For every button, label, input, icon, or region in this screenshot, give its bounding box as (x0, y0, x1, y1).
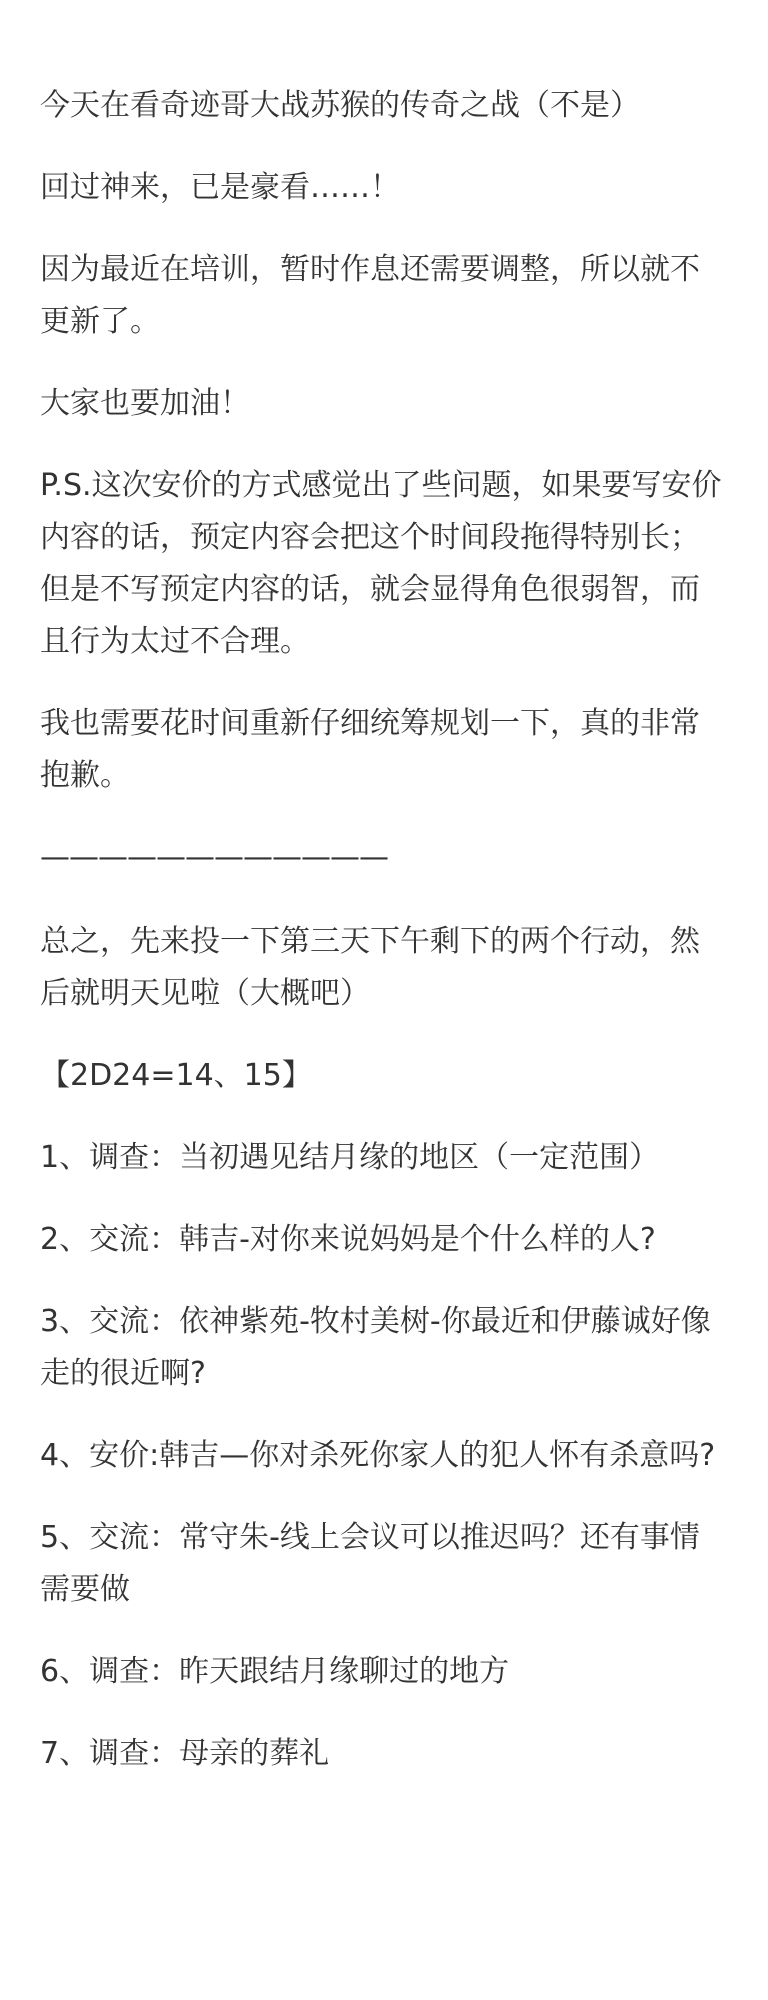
paragraph-apology: 我也需要花时间重新仔细统筹规划一下，真的非常抱歉。 (40, 706, 700, 793)
paragraph-intro-3: 因为最近在培训，暂时作息还需要调整，所以就不更新了。 (40, 252, 700, 339)
paragraph-outro: 总之，先来投一下第三天下午剩下的两个行动，然后就明天见啦（大概吧） (40, 924, 700, 1011)
paragraph-intro-2: 回过神来，已是豪看……！ (40, 170, 400, 205)
divider-line: ———————————— (40, 840, 388, 875)
option-item-6: 6、调查：昨天跟结月缘聊过的地方 (40, 1654, 510, 1689)
paragraph-intro-4: 大家也要加油！ (40, 386, 250, 421)
option-item-5: 5、交流：常守朱-线上会议可以推迟吗？还有事情需要做 (40, 1520, 700, 1607)
option-item-4: 4、安价:韩吉—你对杀死你家人的犯人怀有杀意吗? (40, 1438, 716, 1473)
option-item-3: 3、交流：依神紫苑-牧村美树-你最近和伊藤诚好像走的很近啊? (40, 1304, 711, 1391)
dice-result: 【2D24=14、15】 (40, 1058, 312, 1093)
option-item-2: 2、交流：韩吉-对你来说妈妈是个什么样的人? (40, 1222, 656, 1257)
paragraph-ps: P.S.这次安价的方式感觉出了些问题，如果要写安价内容的话，预定内容会把这个时间段拖得特别长；但是不写预定内容的话，就会显得角色很弱智，而且行为太过不合理。 (40, 468, 722, 659)
paragraph-intro-1: 今天在看奇迹哥大战苏猴的传奇之战（不是） (40, 88, 640, 123)
option-item-7: 7、调查：母亲的葬礼 (40, 1736, 330, 1771)
option-item-1: 1、调查：当初遇见结月缘的地区（一定范围） (40, 1140, 660, 1175)
